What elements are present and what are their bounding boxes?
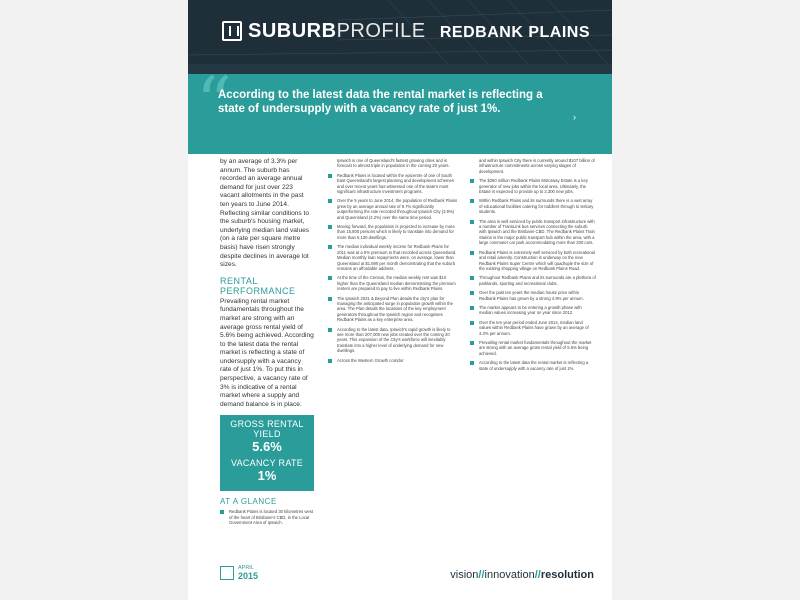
list-item: Redbank Plains is located within the epicentre of one of South East Queensland's largest planning and development schemes and over recent years has witnessed one of the state's most significant infrastructure investment programs.	[328, 173, 458, 195]
calendar-icon	[220, 566, 234, 580]
list-item: At the time of the Census, the median weekly rent was $10 higher than the Queensland median demonstrating the premium renters are prepared to pay to live within Redbank Plains.	[328, 275, 458, 291]
company-tagline	[450, 569, 594, 581]
list-item: Over the ten year period ended June 2014, median land values within Redbank Plains have grown by an average of 3.3% per annum.	[470, 320, 596, 336]
list-item: Over the 5 years to June 2014, the population of Redbank Plains grew by an average annual rate of 9.7% significantly outperforming the rate recorded throughout Ipswich City (3.9%) and Queensland (2.2%) over the same time period.	[328, 198, 458, 220]
column-3	[470, 158, 596, 375]
document-page	[188, 0, 612, 600]
fact-list-3	[470, 178, 596, 371]
stat-value-vacancy: 1%	[257, 468, 277, 484]
continued-paragraph: and within Ipswich City there is currently around $107 billion of infrastructure commitments across varying stages of development.	[479, 158, 595, 174]
glance-list	[220, 509, 314, 525]
tagline-slash: //	[478, 569, 485, 581]
column-2	[328, 158, 458, 367]
suburb-name: REDBANK PLAINS	[439, 24, 590, 41]
brand-logo: SUBURBPROFILE	[248, 20, 426, 42]
list-item: The Ipswich 2031 & Beyond Plan details the city's plan for managing the anticipated surge in population growth within the area. The Plan details the locations of the key employment generators throughout the Ipswich region and recognises Redbank Plains as a key enterprise area.	[328, 296, 458, 323]
list-item: According to the latest data, Ipswich's rapid growth is likely to see more than 207,000 new jobs created over the coming 20 years. This expansion of the City's workforce will inevitably translate into a higher level of underlying demand for new dwellings.	[328, 327, 458, 354]
column-1	[220, 158, 314, 530]
intro-paragraph: by an average of 3.3% per annum. The suburb has recorded an average annual demand for just over 223 vacant allotments in the past ten years to June 2014. Reflecting similar conditions to the suburb's housing market, underlying median land values (on a rate per square metre basis) have risen strongly despite declines in average lot sizes.	[220, 158, 310, 269]
list-item: The area is well serviced by public transport infrastructure with a number of TransLink bus services connecting the suburb with Ipswich and the Brisbane CBD. The Redbank Plains Train Station is the major public transport hub within the area, with a large commuter car park accommodating more than 200 cars.	[470, 219, 596, 246]
list-item: Redbank Plains is extremely well serviced by both recreational and retail amenity. Construction is underway on the new Redbank Plains Super Centre which will quadruple the size of the existing shopping village on Redbank Plains Road.	[470, 250, 596, 272]
list-item: Prevailing rental market fundamentals throughout the market are strong with an average gross rental yield of 5.6% being achieved.	[470, 340, 596, 356]
hero-band	[188, 64, 612, 154]
quote-mark-icon: “	[196, 64, 232, 144]
hero-quote-text: According to the latest data the rental market is reflecting a state of undersupply with a vacancy rate of just 1%.	[218, 89, 543, 115]
stat-value-yield: 5.6%	[252, 439, 282, 455]
fact-list-2	[328, 173, 458, 363]
list-item: Moving forward, the population is projected to increase by more than 15,800 persons which is likely to translate into demand for more than 5,120 dwellings.	[328, 224, 458, 240]
list-item: Over the past ten years the median house price within Redbank Plains has grown by a strong 4.9% per annum.	[470, 290, 596, 301]
publication-date	[238, 565, 258, 581]
stats-box	[220, 415, 314, 491]
list-item: According to the latest data the rental market is reflecting a state of undersupply with a vacancy rate of just 1%.	[470, 360, 596, 371]
list-item: Throughout Redbank Plains and its surrounds are a plethora of parklands, sporting and recreational clubs.	[470, 275, 596, 286]
list-item: Across the Western Growth corridor	[328, 358, 458, 363]
header-banner	[188, 0, 612, 64]
continued-paragraph: Ipswich is one of Queensland's fastest growing cities and is forecast to almost triple in population in the coming 20 years.	[337, 158, 450, 169]
publication-month: APRIL	[238, 565, 254, 571]
list-item: The market appears to be entering a growth phase with median values increasing year on year since 2012.	[470, 305, 596, 316]
arrow-right-icon: ›	[573, 112, 576, 122]
map-book-icon	[222, 21, 242, 41]
tagline-slash: //	[534, 569, 541, 581]
tagline-innovation: innovation	[484, 569, 535, 581]
list-item: The $250 million Redbank Plains Motorway Estate is a key generator of new jobs within the local area. Ultimately, the Estate is expected to provide up to 2,300 new jobs.	[470, 178, 596, 194]
hero-quote-section	[188, 64, 612, 154]
stat-label-yield: GROSS RENTAL YIELD	[230, 419, 304, 440]
list-item: The median individual weekly income for Redbank Plains for 2011 was at a 5% premium to that recorded across Queensland. Median monthly loan repayments were, on average, lower than Queensland at $1,690 per month demonstrating that the suburb remains an affordable address.	[328, 244, 458, 271]
rental-performance-heading: RENTAL PERFORMANCE	[220, 275, 296, 296]
tagline-vision: vision	[450, 569, 479, 581]
stat-label-vacancy: VACANCY RATE	[230, 458, 304, 469]
list-item: Redbank Plains is located 30 kilometres west of the heart of Brisbane's CBD, in the Local Government Area of Ipswich.	[220, 509, 314, 525]
list-item: Within Redbank Plains and its surrounds there is a vast array of educational facilities catering for toddlers through to tertiary students.	[470, 198, 596, 214]
rental-paragraph: Prevailing rental market fundamentals throughout the market are strong with an average gross rental yield of 5.6% being achieved. According to the latest data the rental market is reflecting a state of undersupply with a vacancy rate of just 1%. To put this in perspective, a vacancy rate of 3% is indicative of a rental market where a supply and demand balance is in place.	[220, 297, 314, 408]
publication-year: 2015	[238, 571, 259, 581]
at-a-glance-heading: AT A GLANCE	[220, 497, 277, 507]
tagline-resolution: resolution	[540, 569, 594, 581]
